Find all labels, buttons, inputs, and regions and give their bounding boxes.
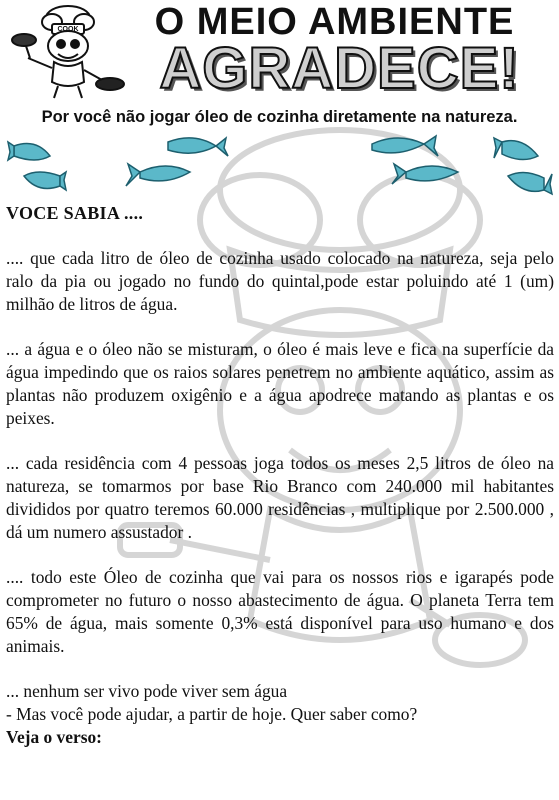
title-line-2: AGRADECE! xyxy=(159,36,520,101)
fish-icon xyxy=(362,128,472,192)
fish-icon xyxy=(492,134,554,198)
fish-icon xyxy=(120,132,230,192)
chef-hat-text: COOK xyxy=(57,26,79,33)
chef-mascot-icon xyxy=(6,0,126,100)
paragraph-3: ... cada residência com 4 pessoas joga todos os meses 2,5 litros de óleo na natureza, se tomarmos por base Rio Branco com 240.000 mil habitantes divididos por quatro teremos 60.000 residências , multiplique por 2.500.000 , dá um numero assustador . xyxy=(6,453,554,542)
paragraph-2: ... a água e o óleo não se misturam, o óleo é mais leve e fica na superfície da água impedindo que os raios solares penetrem no ambiente aquático, assim as plantas não produzem oxigênio e a água apodrece matando as plantas e os peixes. xyxy=(6,339,554,428)
subtitle: Por você não jogar óleo de cozinha diretamente na natureza. xyxy=(41,108,518,126)
fish-decoration-row xyxy=(0,128,559,198)
closing-line-2: - Mas você pode ajudar, a partir de hoje. Quer saber como? xyxy=(6,704,418,724)
title-line-1: O MEIO AMBIENTE xyxy=(154,1,515,43)
fish-icon xyxy=(6,136,68,196)
paragraph-1: .... que cada litro de óleo de cozinha usado colocado na natureza, seja pelo ralo da pia ou jogado no fundo do quintal,pode estar poluindo até 1 (um) milhão de litros de água. xyxy=(6,248,554,314)
closing-line-3: Veja o verso: xyxy=(6,727,102,747)
section-heading: VOCE SABIA .... xyxy=(6,203,144,223)
paragraph-4: .... todo este Óleo de cozinha que vai para os nossos rios e igarapés pode comprometer no futuro o nosso abastecimento de água. O planeta Terra tem 65% de água, mais somente 0,3% está disponível para uso humano e dos animais. xyxy=(6,567,554,656)
closing-line-1: ... nenhum ser vivo pode viver sem água xyxy=(6,681,288,701)
body-content xyxy=(6,202,554,749)
